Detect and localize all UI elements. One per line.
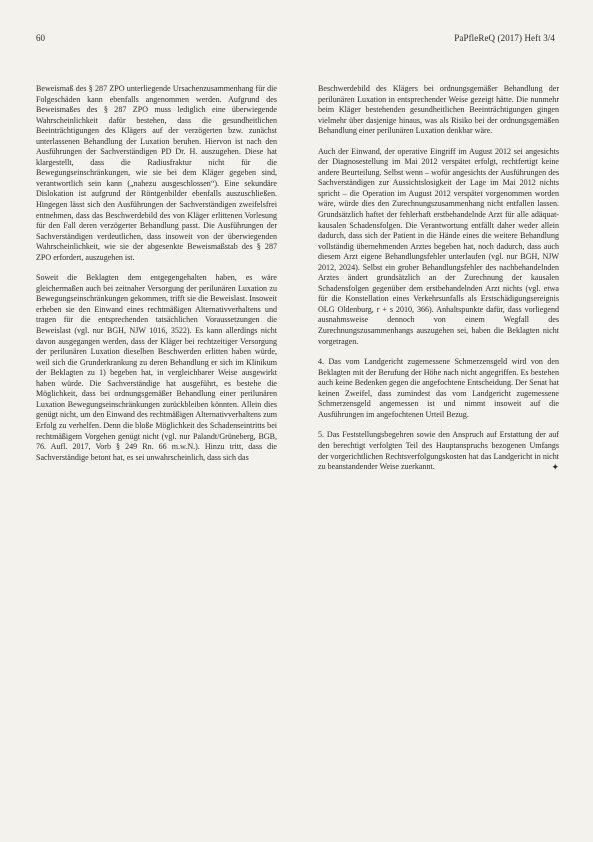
paragraph: Beschwerdebild des Klägers bei ordnungsgemäßer Behandlung der perilunären Luxation in entsprechender Weise gezeigt hätte. Die nunmehr beim Kläger bestehenden gesundheitlichen Beeinträchtigungen gingen vielmehr über dasjenige hinaus, was als Risiko bei der ordnungsgemäßen Behandlung einer perilunären Luxation denkbar wäre. bbox=[318, 84, 559, 136]
paragraph-text: 5. Das Feststellungsbegehren sowie den Anspruch auf Erstattung der auf den berechtigt verfolgten Teil des Hauptanspruchs bezogenen Umfangs der vorgerichtlichen Rechtsverfolgungskosten hat das Landgericht in nicht zu beanstandender Weise zuerkannt. bbox=[318, 430, 559, 472]
left-column bbox=[36, 84, 277, 473]
paragraph: 4. Das vom Landgericht zugemessene Schmerzensgeld wird von den Beklagten mit der Berufung der Höhe nach nicht angegriffen. Es bestehen auch keine Bedenken gegen die angefochtene Entscheidung. Der Senat hat keinen Zweifel, dass zumindest das vom Landgericht zugemessene Schmerzensgeld angemessen ist und nimmt insoweit auf die Ausführungen im angefochtenen Urteil Bezug. bbox=[318, 357, 559, 419]
right-column bbox=[318, 84, 559, 483]
page-number: 60 bbox=[36, 33, 45, 43]
paragraph-final bbox=[318, 430, 559, 472]
paragraph: Soweit die Beklagten dem entgegengehalten haben, es wäre gleichermaßen auch bei zeitnaher Versorgung der perilunären Luxation zu Bewegungseinschränkungen gekommen, trifft sie die Beweislast. Insoweit erheben sie den Einwand eines rechtmäßigen Alternativverhaltens und tragen für die entsprechenden tatsächlichen Voraussetzungen die Beweislast (vgl. nur BGH, NJW 1016, 3522). Es kann allerdings nicht davon ausgegangen werden, dass der Kläger bei rechtzeitiger Versorgung der perilunären Luxation dieselben Beschwerden erlitten haben würde, weil sich die Grunderkrankung zu deren Behandlung er sich im Klinikum der Beklagten zu 1) begeben hat, in vergleichbarer Weise ausgewirkt haben würde. Die Sachverständige hat ausgeführt, es bestehe die Möglichkeit, dass bei ordnungsgemäßer Behandlung einer perilunären Luxation Bewegungseinschränkungen zurückbleiben könnten. Allein dies genügt nicht, um den Einwand des rechtmäßigen Alternativverhaltens zum Erfolg zu verhelfen. Denn die bloße Möglichkeit des Schadenseintritts bei rechtmäßigem Vorgehen genügt nicht (vgl. nur Palandt/Grüneberg, BGB, 76. Aufl. 2017, Vorb § 249 Rn. 66 m.w.N.). Hinzu tritt, dass die Sachverständige betont hat, es sei unwahrscheinlich, dass sich das bbox=[36, 273, 277, 462]
paragraph: Beweismaß des § 287 ZPO unterliegende Ursachenzusammenhang für die Folgeschäden kann ebenfalls angenommen werden. Aufgrund des Beweismaßes des § 287 ZPO muss lediglich eine überwiegende Wahrscheinlichkeit dafür bestehen, dass die gesundheitlichen Beeinträchtigungen des Klägers auf der verzögerten bzw. zunächst unterlassenen Behandlung der Luxation beruhen. Hiervon ist nach den Ausführungen der Sachverständigen PD Dr. H. auszugehen. Diese hat klargestellt, dass die Radiusfraktur nicht für die Bewegungseinschränkungen, wie sie bei dem Kläger gegeben sind, verantwortlich sein kann („nahezu ausgeschlossen“). Eine sekundäre Dislokation ist aufgrund der Röntgenbilder ebenfalls auszuschließen. Hingegen lässt sich den Ausführungen der Sachverständigen zweifelsfrei entnehmen, dass das Beschwerdebild des von Kläger erlittenen Vorlesung für den Fall deren verzögerter Behandlung passt. Die Ausführungen der Sachverständigen verdeutlichen, dass insoweit von der überwiegenden Wahrscheinlichkeit, wie sie der abgesenkte Beweismaßstab des § 287 ZPO erfordert, auszugehen ist. bbox=[36, 84, 277, 262]
paragraph: Auch der Einwand, der operative Eingriff im August 2012 sei angesichts der Diagnosestellung im Mai 2012 verspätet erfolgt, rechtfertigt keine andere Beurteilung. Selbst wenn – wofür angesichts der Ausführungen des Sachverständigen zur Aussichtslosigkeit der Lage im Mai 2012 nichts spricht – die Operation im August 2012 verspätet vorgenommen worden wäre, würde dies den Zurechnungszusammenhang nicht entfallen lassen. Grundsätzlich haftet der fehlerhaft erstbehandelnde Arzt für alle adäquat-kausalen Schadensfolgen. Die Verantwortung entfällt daher weder allein dadurch, dass sich der Patient in die Hände eines die weitere Behandlung vollständig übernehmenden Arztes begeben hat, noch dadurch, dass auch diesem Arzt eigene Behandlungsfehler unterlaufen (vgl. nur BGH, NJW 2012, 2024). Selbst ein grober Behandlungsfehler des nachbehandelnden Arztes ändert grundsätzlich an der Zurechnung der kausalen Schadensfolgen gegenüber dem erstbehandelnden Arzt nichts (vgl. etwa für die Konstellation eines Verkehrsunfalls als Erstschädigungsereignis OLG Oldenburg, r + s 2010, 366). Anhaltspunkte dafür, dass vorliegend ausnahmsweise dennoch von einem Wegfall des Zurechnungszusammenhangs auszugehen sei, haben die Beklagten nicht vorgetragen. bbox=[318, 146, 559, 346]
end-of-article-mark: ✦ bbox=[551, 462, 559, 473]
journal-reference: PaPfleReQ (2017) Heft 3/4 bbox=[454, 33, 555, 43]
